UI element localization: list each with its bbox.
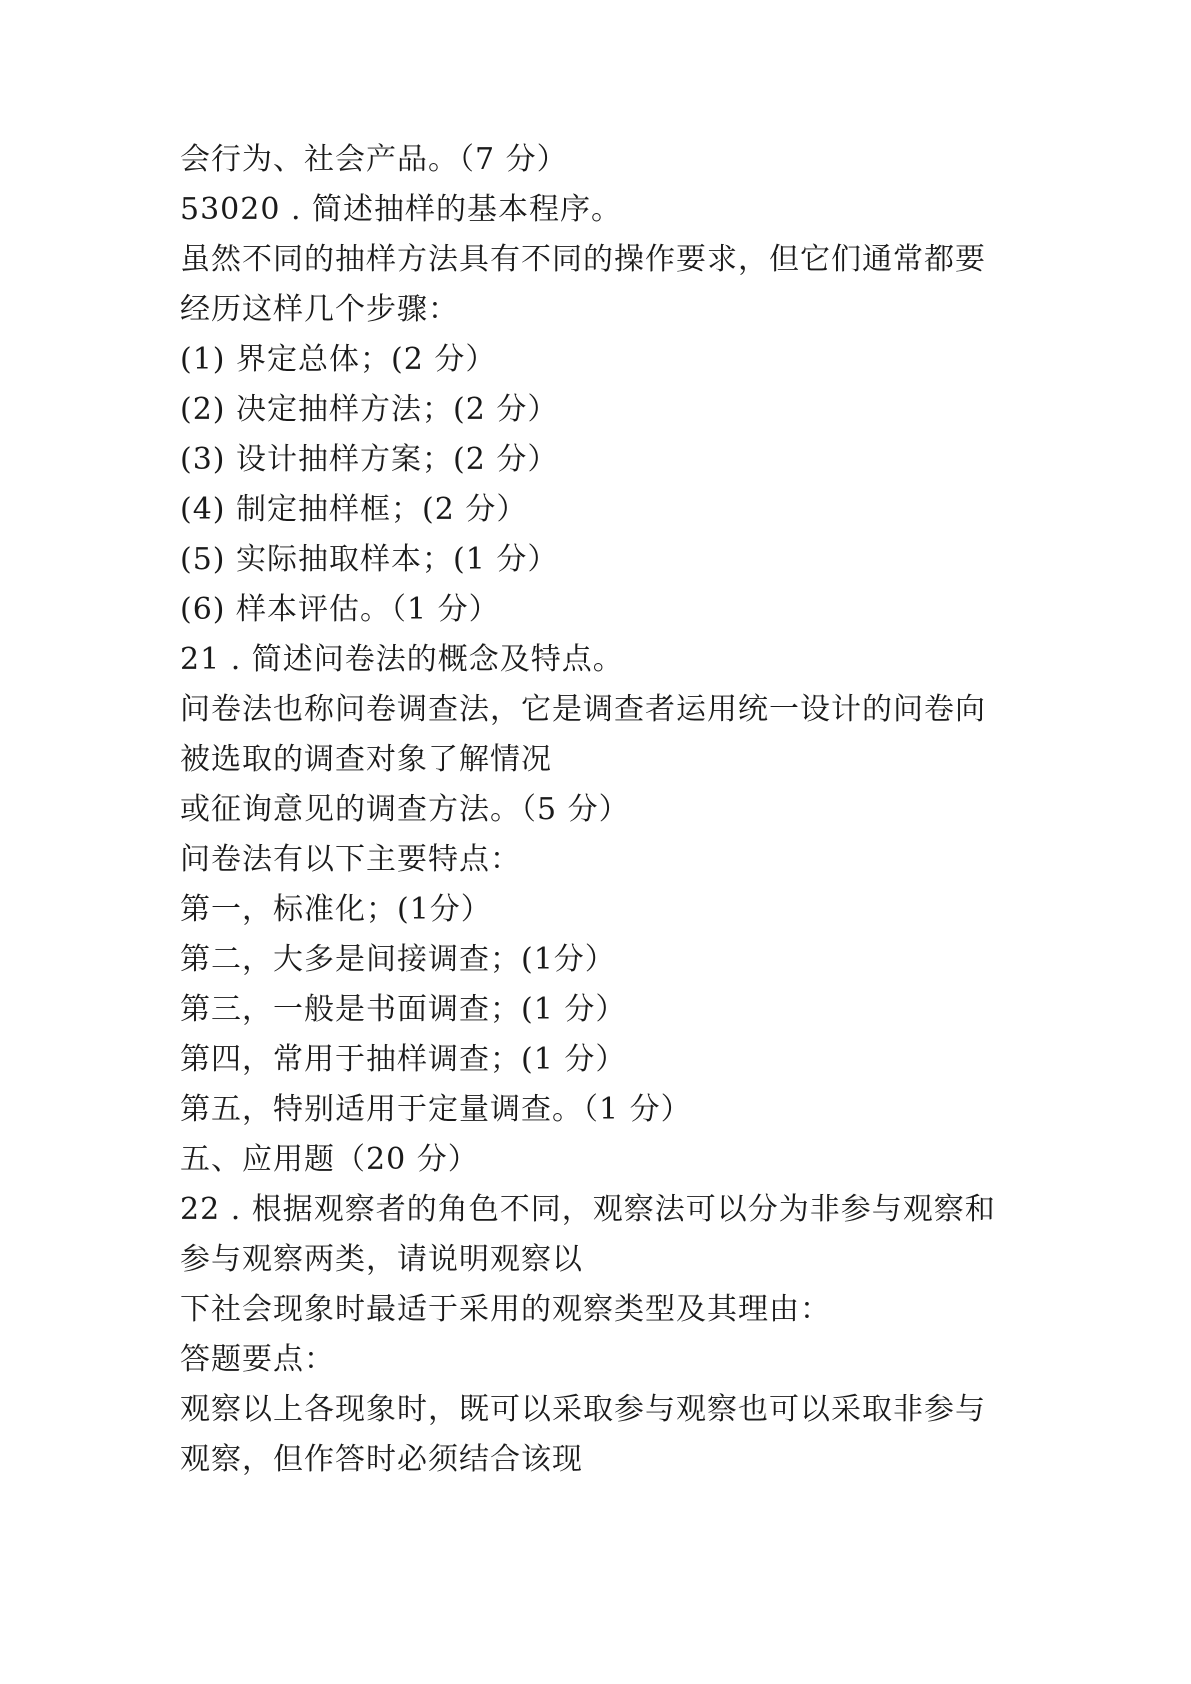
list-item: 第五，特别适用于定量调查。（1 分） [180, 1092, 692, 1127]
text-line: 问卷法也称问卷调查法，它是调查者运用统一设计的问卷向 [180, 692, 986, 727]
list-item: (4) 制定抽样框；(2 分） [180, 492, 528, 527]
question-heading: 21 . 简述问卷法的概念及特点。 [180, 642, 624, 677]
section-heading: 五、应用题（20 分） [180, 1142, 479, 1177]
text-line: 虽然不同的抽样方法具有不同的操作要求，但它们通常都要 [180, 242, 986, 277]
text-line: 被选取的调查对象了解情况 [180, 742, 552, 777]
list-item: 第一，标准化；(1分） [180, 892, 492, 927]
document-page [180, 135, 1040, 1485]
text-line: 参与观察两类，请说明观察以 [180, 1242, 583, 1277]
list-item: (3) 设计抽样方案；(2 分） [180, 442, 559, 477]
question-heading: 22 . 根据观察者的角色不同，观察法可以分为非参与观察和 [180, 1192, 996, 1227]
text-line: 观察，但作答时必须结合该现 [180, 1442, 583, 1477]
list-item: (2) 决定抽样方法；(2 分） [180, 392, 559, 427]
text-line: 下社会现象时最适于采用的观察类型及其理由： [180, 1292, 831, 1327]
list-item: (6) 样本评估。（1 分） [180, 592, 500, 627]
text-line: 观察以上各现象时，既可以采取参与观察也可以采取非参与 [180, 1392, 986, 1427]
text-line: 问卷法有以下主要特点： [180, 842, 521, 877]
list-item: 第二，大多是间接调查；(1分） [180, 942, 616, 977]
list-item: 第三，一般是书面调查；(1 分） [180, 992, 627, 1027]
question-heading: 53020 . 简述抽样的基本程序。 [180, 192, 623, 227]
text-line: 或征询意见的调查方法。（5 分） [180, 792, 630, 827]
list-item: (1) 界定总体；(2 分） [180, 342, 497, 377]
list-item: (5) 实际抽取样本；(1 分） [180, 542, 559, 577]
text-line: 经历这样几个步骤： [180, 292, 459, 327]
list-item: 第四，常用于抽样调查；(1 分） [180, 1042, 627, 1077]
text-line: 会行为、社会产品。（7 分） [180, 142, 568, 177]
text-line: 答题要点： [180, 1342, 335, 1377]
